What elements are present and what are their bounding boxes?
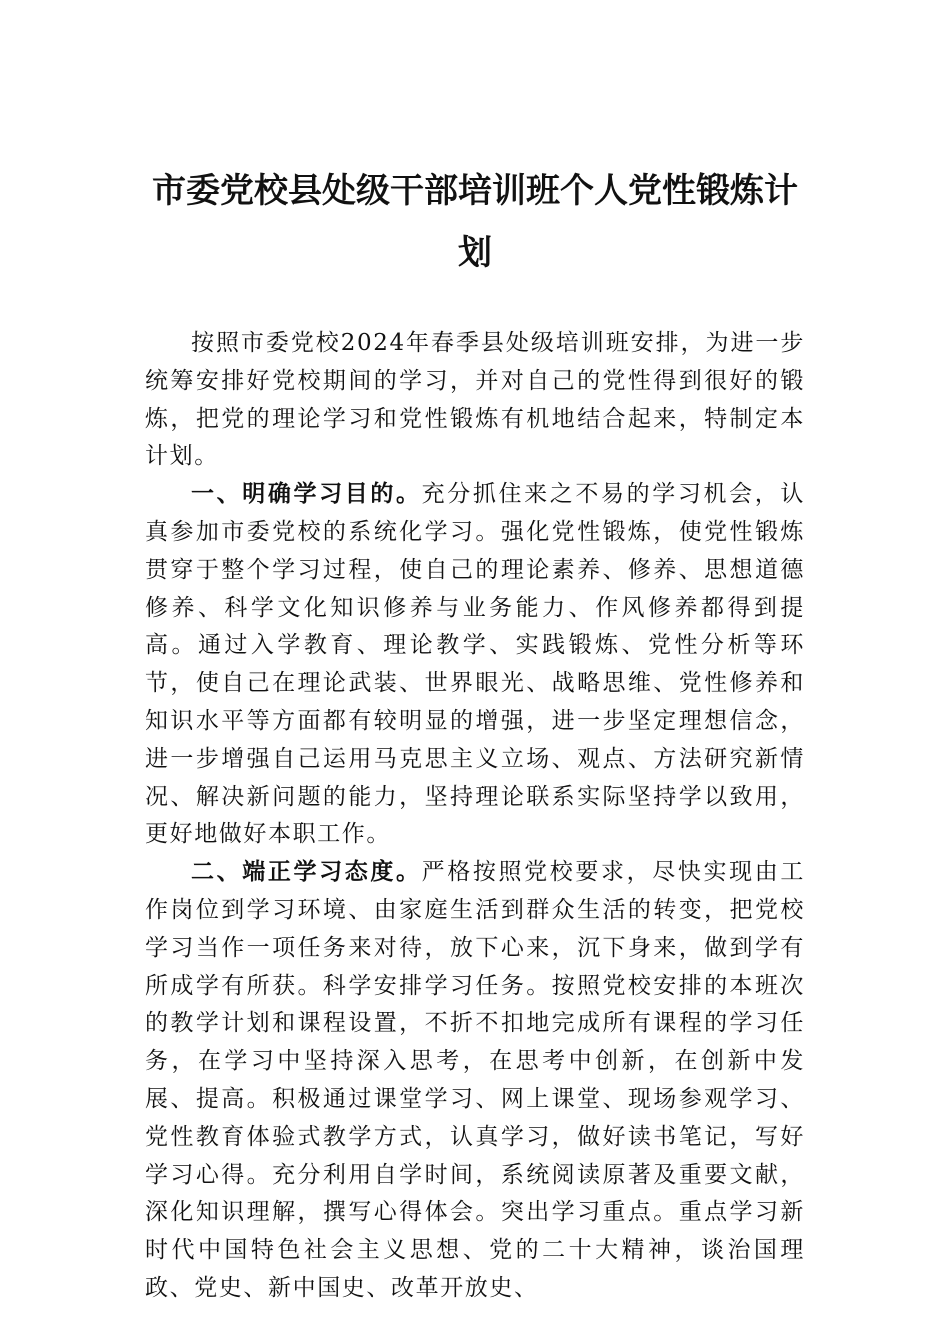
document-title: 市委党校县处级干部培训班个人党性锻炼计划	[152, 171, 798, 273]
section-1-heading: 一、明确学习目的。	[191, 481, 422, 508]
section-2-heading: 二、端正学习态度。	[191, 859, 422, 886]
paragraph-intro-text: 按照市委党校2024年春季县处级培训班安排，为进一步统筹安排好党校期间的学习，并对自己的党性得到很好的锻炼，把党的理论学习和党性锻炼有机地结合起来，特制定本计划。	[145, 330, 805, 470]
paragraph-section-1	[145, 476, 805, 854]
section-1-text: 充分抓住来之不易的学习机会，认真参加市委党校的系统化学习。强化党性锻炼，使党性锻炼贯穿于整个学习过程，使自己的理论素养、修养、思想道德修养、科学文化知识修养与业务能力、作风修养都得到提高。通过入学教育、理论教学、实践锻炼、党性分析等环节，使自己在理论武装、世界眼光、战略思维、党性修养和知识水平等方面都有较明显的增强，进一步坚定理想信念，进一步增强自己运用马克思主义立场、观点、方法研究新情况、解决新问题的能力，坚持理论联系实际坚持学以致用，更好地做好本职工作。	[145, 481, 806, 848]
paragraph-intro	[145, 325, 805, 476]
paragraph-section-2	[145, 854, 805, 1308]
document-body	[145, 325, 805, 1308]
section-2-text: 严格按照党校要求，尽快实现由工作岗位到学习环境、由家庭生活到群众生活的转变，把党校学习当作一项任务来对待，放下心来，沉下身来，做到学有所成学有所获。科学安排学习任务。按照党校安排的本班次的教学计划和课程设置，不折不扣地完成所有课程的学习任务，在学习中坚持深入思考，在思考中创新，在创新中发展、提高。积极通过课堂学习、网上课堂、现场参观学习、党性教育体验式教学方式，认真学习，做好读书笔记，写好学习心得。充分利用自学时间，系统阅读原著及重要文献，深化知识理解，撰写心得体会。突出学习重点。重点学习新时代中国特色社会主义思想、党的二十大精神，谈治国理政、党史、新中国史、改革开放史、	[145, 859, 806, 1301]
